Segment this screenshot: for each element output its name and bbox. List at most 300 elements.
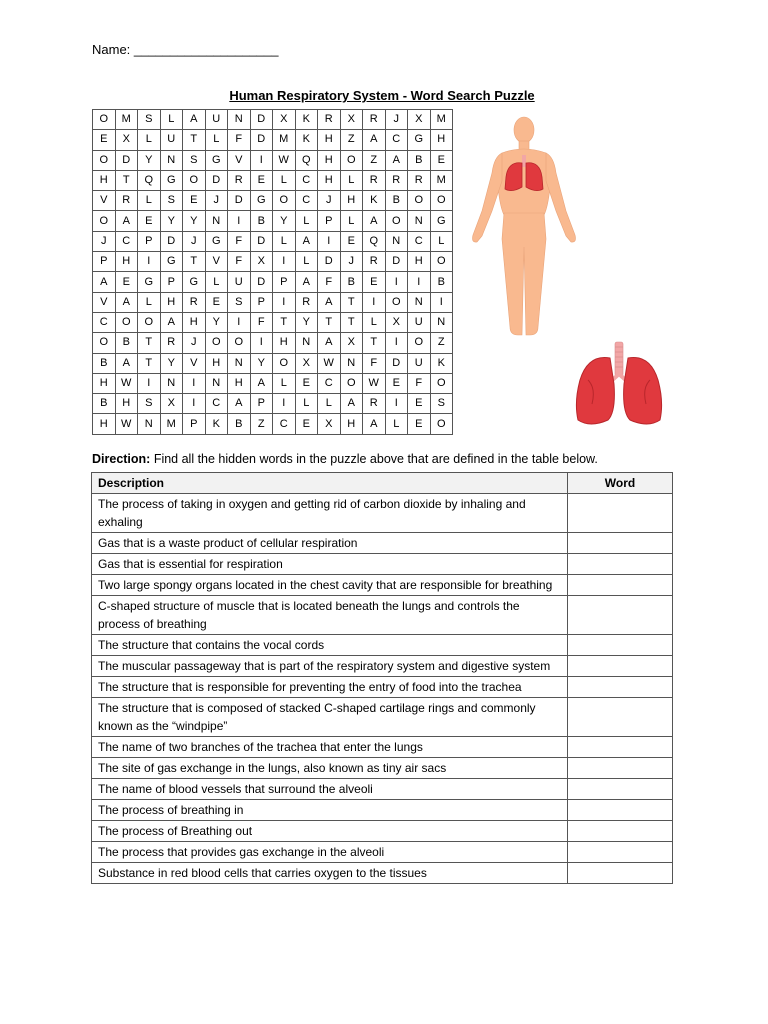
grid-row xyxy=(93,353,453,373)
grid-cell[interactable]: P xyxy=(183,414,206,434)
grid-cell[interactable]: A xyxy=(228,394,251,414)
grid-cell[interactable]: E xyxy=(250,170,273,190)
grid-cell[interactable]: A xyxy=(183,110,206,130)
grid-cell[interactable]: L xyxy=(385,414,408,434)
grid-cell[interactable]: P xyxy=(250,394,273,414)
grid-cell[interactable]: E xyxy=(93,130,116,150)
grid-cell[interactable]: K xyxy=(430,353,453,373)
grid-cell[interactable]: J xyxy=(93,231,116,251)
grid-cell[interactable]: J xyxy=(183,231,206,251)
description-cell: Gas that is essential for respiration xyxy=(92,554,568,575)
grid-cell[interactable]: U xyxy=(160,130,183,150)
human-body-illustration-icon xyxy=(468,115,580,345)
grid-cell[interactable]: M xyxy=(430,170,453,190)
grid-cell[interactable]: D xyxy=(385,353,408,373)
grid-cell[interactable]: X xyxy=(295,353,318,373)
table-row xyxy=(92,842,673,863)
grid-cell[interactable]: R xyxy=(363,252,386,272)
grid-cell[interactable]: K xyxy=(295,110,318,130)
grid-cell[interactable]: E xyxy=(408,414,431,434)
grid-cell[interactable]: N xyxy=(430,312,453,332)
grid-cell[interactable]: A xyxy=(318,333,341,353)
grid-cell[interactable]: T xyxy=(340,292,363,312)
grid-cell[interactable]: A xyxy=(385,150,408,170)
grid-cell[interactable]: H xyxy=(408,252,431,272)
grid-cell[interactable]: V xyxy=(93,292,116,312)
grid-cell[interactable]: X xyxy=(160,394,183,414)
grid-cell[interactable]: R xyxy=(228,170,251,190)
grid-cell[interactable]: I xyxy=(228,211,251,231)
grid-cell[interactable]: A xyxy=(115,292,138,312)
grid-cell[interactable]: O xyxy=(205,333,228,353)
word-answer-cell[interactable] xyxy=(568,737,673,758)
grid-row xyxy=(93,170,453,190)
grid-cell[interactable]: O xyxy=(93,150,116,170)
grid-cell[interactable]: E xyxy=(115,272,138,292)
grid-row xyxy=(93,211,453,231)
grid-cell[interactable]: X xyxy=(115,130,138,150)
grid-cell[interactable]: H xyxy=(340,191,363,211)
grid-cell[interactable]: H xyxy=(430,130,453,150)
grid-cell[interactable]: J xyxy=(205,191,228,211)
grid-cell[interactable]: L xyxy=(318,394,341,414)
grid-cell[interactable]: S xyxy=(160,191,183,211)
table-row xyxy=(92,656,673,677)
description-cell: The structure that contains the vocal cords xyxy=(92,635,568,656)
grid-cell[interactable]: T xyxy=(318,312,341,332)
grid-cell[interactable]: M xyxy=(430,110,453,130)
grid-cell[interactable]: Q xyxy=(363,231,386,251)
grid-cell[interactable]: F xyxy=(318,272,341,292)
grid-cell[interactable]: U xyxy=(408,312,431,332)
name-field-label: Name: ____________________ xyxy=(92,42,279,57)
grid-cell[interactable]: D xyxy=(250,110,273,130)
grid-cell[interactable]: R xyxy=(160,333,183,353)
grid-cell[interactable]: D xyxy=(115,150,138,170)
grid-row xyxy=(93,150,453,170)
grid-cell[interactable]: N xyxy=(205,211,228,231)
grid-cell[interactable]: O xyxy=(93,211,116,231)
grid-cell[interactable]: E xyxy=(138,211,161,231)
grid-cell[interactable]: N xyxy=(295,333,318,353)
grid-cell[interactable]: O xyxy=(115,312,138,332)
grid-cell[interactable]: Z xyxy=(430,333,453,353)
grid-cell[interactable]: Y xyxy=(160,353,183,373)
grid-cell[interactable]: I xyxy=(250,150,273,170)
grid-cell[interactable]: E xyxy=(408,394,431,414)
grid-cell[interactable]: G xyxy=(408,130,431,150)
grid-cell[interactable]: X xyxy=(340,333,363,353)
word-answer-cell[interactable] xyxy=(568,635,673,656)
grid-cell[interactable]: H xyxy=(318,170,341,190)
grid-cell[interactable]: T xyxy=(138,353,161,373)
grid-cell[interactable]: C xyxy=(115,231,138,251)
grid-cell[interactable]: D xyxy=(228,191,251,211)
grid-cell[interactable]: Z xyxy=(250,414,273,434)
grid-cell[interactable]: I xyxy=(273,292,296,312)
grid-cell[interactable]: C xyxy=(385,130,408,150)
table-row xyxy=(92,533,673,554)
grid-cell[interactable]: R xyxy=(363,394,386,414)
grid-cell[interactable]: N xyxy=(138,414,161,434)
grid-cell[interactable]: I xyxy=(363,292,386,312)
grid-cell[interactable]: G xyxy=(205,150,228,170)
grid-cell[interactable]: O xyxy=(385,211,408,231)
grid-cell[interactable]: P xyxy=(250,292,273,312)
grid-cell[interactable]: E xyxy=(295,373,318,393)
grid-cell[interactable]: R xyxy=(363,110,386,130)
grid-cell[interactable]: V xyxy=(205,252,228,272)
word-answer-cell[interactable] xyxy=(568,596,673,635)
grid-cell[interactable]: L xyxy=(205,130,228,150)
grid-cell[interactable]: I xyxy=(318,231,341,251)
grid-cell[interactable]: K xyxy=(205,414,228,434)
grid-cell[interactable]: J xyxy=(183,333,206,353)
grid-cell[interactable]: L xyxy=(295,211,318,231)
grid-cell[interactable]: H xyxy=(93,414,116,434)
grid-cell[interactable]: I xyxy=(138,252,161,272)
grid-cell[interactable]: E xyxy=(430,150,453,170)
grid-cell[interactable]: I xyxy=(138,373,161,393)
grid-cell[interactable]: H xyxy=(183,312,206,332)
table-row xyxy=(92,575,673,596)
description-cell: The process of taking in oxygen and getting rid of carbon dioxide by inhaling and exhaling xyxy=(92,494,568,533)
grid-cell[interactable]: F xyxy=(228,130,251,150)
grid-cell[interactable]: I xyxy=(250,333,273,353)
description-cell: The structure that is responsible for preventing the entry of food into the trachea xyxy=(92,677,568,698)
grid-row xyxy=(93,414,453,434)
grid-cell[interactable]: E xyxy=(183,191,206,211)
grid-cell[interactable]: K xyxy=(295,130,318,150)
grid-cell[interactable]: B xyxy=(340,272,363,292)
grid-cell[interactable]: A xyxy=(295,231,318,251)
grid-cell[interactable]: H xyxy=(318,130,341,150)
grid-cell[interactable]: P xyxy=(93,252,116,272)
grid-cell[interactable]: O xyxy=(273,191,296,211)
grid-cell[interactable]: B xyxy=(93,394,116,414)
grid-cell[interactable]: L xyxy=(340,211,363,231)
grid-cell[interactable]: L xyxy=(295,394,318,414)
grid-cell[interactable]: F xyxy=(250,312,273,332)
grid-cell[interactable]: G xyxy=(205,231,228,251)
grid-cell[interactable]: L xyxy=(138,130,161,150)
grid-cell[interactable]: O xyxy=(430,252,453,272)
grid-cell[interactable]: L xyxy=(273,170,296,190)
grid-cell[interactable]: O xyxy=(408,333,431,353)
table-row xyxy=(92,863,673,884)
grid-cell[interactable]: D xyxy=(250,231,273,251)
grid-cell[interactable]: M xyxy=(160,414,183,434)
word-answer-cell[interactable] xyxy=(568,656,673,677)
grid-cell[interactable]: H xyxy=(160,292,183,312)
grid-cell[interactable]: Y xyxy=(138,150,161,170)
grid-cell[interactable]: M xyxy=(115,110,138,130)
grid-cell[interactable]: A xyxy=(340,394,363,414)
grid-cell[interactable]: E xyxy=(205,292,228,312)
grid-cell[interactable]: Y xyxy=(273,211,296,231)
grid-cell[interactable]: O xyxy=(183,170,206,190)
grid-cell[interactable]: L xyxy=(273,373,296,393)
grid-cell[interactable]: R xyxy=(295,292,318,312)
grid-cell[interactable]: D xyxy=(160,231,183,251)
grid-cell[interactable]: J xyxy=(385,110,408,130)
grid-cell[interactable]: N xyxy=(205,373,228,393)
grid-cell[interactable]: V xyxy=(228,150,251,170)
word-answer-cell[interactable] xyxy=(568,554,673,575)
grid-cell[interactable]: N xyxy=(160,373,183,393)
grid-cell[interactable]: A xyxy=(363,414,386,434)
grid-cell[interactable]: C xyxy=(318,373,341,393)
grid-cell[interactable]: A xyxy=(93,272,116,292)
grid-cell[interactable]: G xyxy=(430,211,453,231)
grid-cell[interactable]: C xyxy=(295,170,318,190)
grid-cell[interactable]: H xyxy=(93,373,116,393)
grid-cell[interactable]: H xyxy=(93,170,116,190)
description-cell: The process of Breathing out xyxy=(92,821,568,842)
grid-cell[interactable]: I xyxy=(430,292,453,312)
grid-cell[interactable]: D xyxy=(318,252,341,272)
grid-cell[interactable]: S xyxy=(228,292,251,312)
grid-cell[interactable]: G xyxy=(160,170,183,190)
grid-cell[interactable]: N xyxy=(408,211,431,231)
grid-cell[interactable]: U xyxy=(408,353,431,373)
grid-cell[interactable]: Q xyxy=(138,170,161,190)
grid-cell[interactable]: W xyxy=(318,353,341,373)
grid-cell[interactable]: T xyxy=(138,333,161,353)
grid-cell[interactable]: F xyxy=(228,231,251,251)
grid-cell[interactable]: O xyxy=(430,191,453,211)
grid-cell[interactable]: I xyxy=(408,272,431,292)
grid-cell[interactable]: N xyxy=(228,353,251,373)
grid-cell[interactable]: I xyxy=(273,252,296,272)
grid-cell[interactable]: L xyxy=(273,231,296,251)
grid-cell[interactable]: J xyxy=(340,252,363,272)
grid-cell[interactable]: O xyxy=(228,333,251,353)
word-answer-cell[interactable] xyxy=(568,758,673,779)
grid-cell[interactable]: O xyxy=(340,373,363,393)
grid-cell[interactable]: Y xyxy=(250,353,273,373)
grid-cell[interactable]: Y xyxy=(183,211,206,231)
grid-cell[interactable]: H xyxy=(115,394,138,414)
grid-cell[interactable]: C xyxy=(205,394,228,414)
grid-cell[interactable]: P xyxy=(318,211,341,231)
grid-cell[interactable]: U xyxy=(228,272,251,292)
word-answer-cell[interactable] xyxy=(568,575,673,596)
word-answer-cell[interactable] xyxy=(568,800,673,821)
grid-cell[interactable]: C xyxy=(295,191,318,211)
grid-cell[interactable]: N xyxy=(228,110,251,130)
grid-cell[interactable]: Q xyxy=(295,150,318,170)
grid-cell[interactable]: W xyxy=(363,373,386,393)
grid-cell[interactable]: A xyxy=(295,272,318,292)
grid-cell[interactable]: W xyxy=(115,414,138,434)
grid-cell[interactable]: T xyxy=(363,333,386,353)
word-answer-cell[interactable] xyxy=(568,863,673,884)
grid-cell[interactable]: H xyxy=(273,333,296,353)
word-answer-cell[interactable] xyxy=(568,494,673,533)
word-answer-cell[interactable] xyxy=(568,779,673,800)
grid-cell[interactable]: J xyxy=(318,191,341,211)
grid-cell[interactable]: N xyxy=(340,353,363,373)
grid-cell[interactable]: X xyxy=(250,252,273,272)
lungs-illustration-icon xyxy=(570,340,668,430)
grid-cell[interactable]: N xyxy=(160,150,183,170)
grid-cell[interactable]: X xyxy=(408,110,431,130)
grid-cell[interactable]: N xyxy=(385,231,408,251)
grid-cell[interactable]: T xyxy=(115,170,138,190)
grid-row xyxy=(93,333,453,353)
grid-cell[interactable]: B xyxy=(115,333,138,353)
word-search-grid xyxy=(92,109,453,435)
grid-cell[interactable]: V xyxy=(183,353,206,373)
grid-cell[interactable]: B xyxy=(228,414,251,434)
grid-cell[interactable]: W xyxy=(273,150,296,170)
grid-cell[interactable]: L xyxy=(138,292,161,312)
grid-cell[interactable]: H xyxy=(228,373,251,393)
description-cell: The muscular passageway that is part of the respiratory system and digestive system xyxy=(92,656,568,677)
grid-cell[interactable]: P xyxy=(138,231,161,251)
description-cell: The name of two branches of the trachea that enter the lungs xyxy=(92,737,568,758)
grid-cell[interactable]: B xyxy=(250,211,273,231)
grid-cell[interactable]: S xyxy=(430,394,453,414)
grid-cell[interactable]: K xyxy=(363,191,386,211)
word-answer-cell[interactable] xyxy=(568,698,673,737)
grid-cell[interactable]: B xyxy=(385,191,408,211)
grid-cell[interactable]: Y xyxy=(160,211,183,231)
grid-cell[interactable]: B xyxy=(430,272,453,292)
grid-cell[interactable]: R xyxy=(183,292,206,312)
grid-cell[interactable]: L xyxy=(295,252,318,272)
grid-cell[interactable]: I xyxy=(385,272,408,292)
grid-cell[interactable]: T xyxy=(183,252,206,272)
grid-cell[interactable]: L xyxy=(205,272,228,292)
grid-cell[interactable]: F xyxy=(363,353,386,373)
grid-cell[interactable]: I xyxy=(228,312,251,332)
grid-cell[interactable]: W xyxy=(115,373,138,393)
grid-cell[interactable]: O xyxy=(430,414,453,434)
grid-cell[interactable]: G xyxy=(160,252,183,272)
grid-cell[interactable]: D xyxy=(205,170,228,190)
grid-cell[interactable]: O xyxy=(93,333,116,353)
grid-cell[interactable]: H xyxy=(115,252,138,272)
grid-cell[interactable]: E xyxy=(295,414,318,434)
table-row xyxy=(92,554,673,575)
grid-cell[interactable]: S xyxy=(183,150,206,170)
grid-cell[interactable]: T xyxy=(273,312,296,332)
grid-cell[interactable]: Y xyxy=(205,312,228,332)
grid-cell[interactable]: R xyxy=(385,170,408,190)
grid-cell[interactable]: O xyxy=(408,191,431,211)
grid-cell[interactable]: R xyxy=(115,191,138,211)
grid-cell[interactable]: S xyxy=(138,110,161,130)
grid-cell[interactable]: E xyxy=(340,231,363,251)
grid-cell[interactable]: R xyxy=(363,170,386,190)
grid-cell[interactable]: C xyxy=(93,312,116,332)
grid-cell[interactable]: H xyxy=(318,150,341,170)
grid-cell[interactable]: A xyxy=(318,292,341,312)
word-answer-cell[interactable] xyxy=(568,677,673,698)
grid-cell[interactable]: U xyxy=(205,110,228,130)
grid-cell[interactable]: F xyxy=(228,252,251,272)
grid-cell[interactable]: S xyxy=(138,394,161,414)
grid-cell[interactable]: P xyxy=(160,272,183,292)
grid-cell[interactable]: B xyxy=(93,353,116,373)
grid-cell[interactable]: H xyxy=(205,353,228,373)
grid-cell[interactable]: O xyxy=(93,110,116,130)
grid-cell[interactable]: O xyxy=(138,312,161,332)
grid-cell[interactable]: D xyxy=(250,130,273,150)
grid-cell[interactable]: G xyxy=(183,272,206,292)
grid-cell[interactable]: L xyxy=(363,312,386,332)
grid-cell[interactable]: M xyxy=(273,130,296,150)
word-answer-cell[interactable] xyxy=(568,533,673,554)
grid-cell[interactable]: P xyxy=(273,272,296,292)
grid-cell[interactable]: X xyxy=(340,110,363,130)
grid-cell[interactable]: X xyxy=(318,414,341,434)
grid-cell[interactable]: A xyxy=(363,211,386,231)
grid-cell[interactable]: R xyxy=(318,110,341,130)
word-header: Word xyxy=(568,473,673,494)
grid-cell[interactable]: Z xyxy=(340,130,363,150)
grid-cell[interactable]: E xyxy=(363,272,386,292)
grid-cell[interactable]: A xyxy=(115,353,138,373)
grid-cell[interactable]: C xyxy=(273,414,296,434)
grid-cell[interactable]: L xyxy=(160,110,183,130)
grid-cell[interactable]: F xyxy=(408,373,431,393)
grid-cell[interactable]: O xyxy=(340,150,363,170)
grid-cell[interactable]: O xyxy=(273,353,296,373)
grid-cell[interactable]: D xyxy=(385,252,408,272)
grid-cell[interactable]: X xyxy=(273,110,296,130)
grid-cell[interactable]: E xyxy=(385,373,408,393)
grid-cell[interactable]: G xyxy=(250,191,273,211)
direction-body: Find all the hidden words in the puzzle above that are defined in the table below. xyxy=(150,452,598,466)
grid-cell[interactable]: N xyxy=(408,292,431,312)
word-answer-cell[interactable] xyxy=(568,821,673,842)
grid-cell[interactable]: I xyxy=(385,394,408,414)
grid-cell[interactable]: D xyxy=(250,272,273,292)
grid-cell[interactable]: A xyxy=(115,211,138,231)
grid-cell[interactable]: V xyxy=(93,191,116,211)
grid-cell[interactable]: H xyxy=(340,414,363,434)
grid-cell[interactable]: I xyxy=(385,333,408,353)
grid-cell[interactable]: B xyxy=(408,150,431,170)
grid-cell[interactable]: I xyxy=(183,373,206,393)
grid-cell[interactable]: I xyxy=(273,394,296,414)
direction-label: Direction: xyxy=(92,452,151,466)
grid-cell[interactable]: Y xyxy=(295,312,318,332)
grid-cell[interactable]: R xyxy=(408,170,431,190)
grid-cell[interactable]: A xyxy=(160,312,183,332)
grid-cell[interactable]: A xyxy=(250,373,273,393)
grid-cell[interactable]: O xyxy=(385,292,408,312)
description-cell: The process of breathing in xyxy=(92,800,568,821)
grid-cell[interactable]: T xyxy=(183,130,206,150)
grid-cell[interactable]: T xyxy=(340,312,363,332)
grid-cell[interactable]: I xyxy=(183,394,206,414)
grid-cell[interactable]: O xyxy=(430,373,453,393)
grid-cell[interactable]: Z xyxy=(363,150,386,170)
grid-cell[interactable]: A xyxy=(363,130,386,150)
grid-cell[interactable]: X xyxy=(385,312,408,332)
grid-cell[interactable]: C xyxy=(408,231,431,251)
grid-cell[interactable]: L xyxy=(430,231,453,251)
grid-cell[interactable]: G xyxy=(138,272,161,292)
grid-cell[interactable]: L xyxy=(340,170,363,190)
grid-cell[interactable]: L xyxy=(138,191,161,211)
word-answer-cell[interactable] xyxy=(568,842,673,863)
grid-row xyxy=(93,252,453,272)
